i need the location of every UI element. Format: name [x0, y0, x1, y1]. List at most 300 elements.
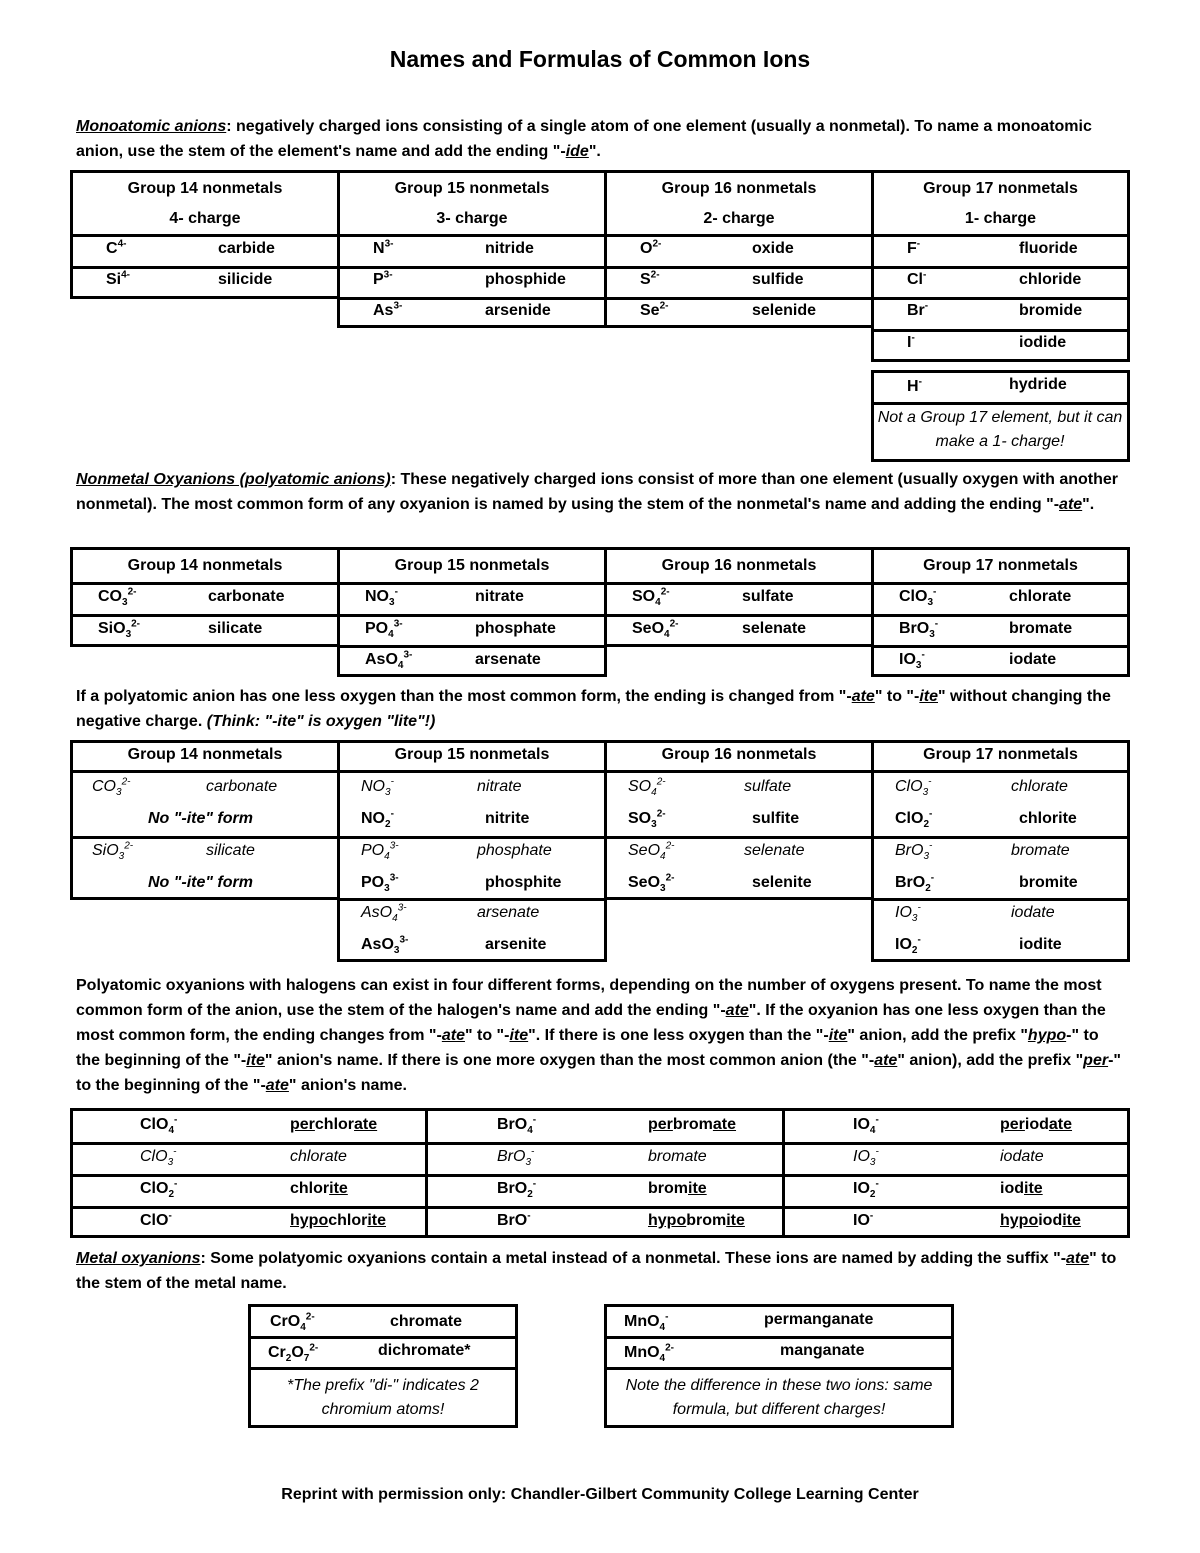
formula-symbol: SiO — [98, 620, 126, 637]
formula-symbol: IO — [853, 1180, 870, 1197]
ion-name-ate: selenate — [744, 842, 805, 859]
element-symbol: C — [106, 240, 118, 257]
name-suffix: ite — [367, 1212, 387, 1229]
formula-subscript: 3 — [167, 1157, 174, 1169]
formula-subscript: 3 — [869, 1157, 876, 1169]
ion-name: bromate — [1009, 620, 1073, 637]
metal-intro — [76, 1246, 1126, 1296]
row-divider — [337, 297, 607, 300]
row-divider — [871, 329, 1130, 332]
ion-formula-ite — [361, 872, 399, 895]
ion-name-ate: chlorate — [1011, 778, 1068, 795]
ion-formula — [907, 334, 915, 352]
formula-symbol: ClO — [895, 778, 923, 795]
ion-formula-ate — [895, 840, 933, 863]
formula-charge: - — [875, 1178, 879, 1190]
ion-formula-ate — [361, 776, 394, 799]
formula-symbol: IO — [895, 904, 912, 921]
group-header: Group 16 nonmetals — [661, 180, 817, 197]
halogen-ate-4: ate — [265, 1077, 289, 1094]
ion-name: permanganate — [764, 1311, 874, 1328]
element-charge: - — [923, 269, 927, 281]
formula-charge: 3- — [403, 649, 413, 661]
halogen-ite-2: ite — [828, 1027, 848, 1044]
halogen-ate-2: ate — [441, 1027, 465, 1044]
formula-symbol: BrO — [895, 874, 926, 891]
ion-name-ite: bromite — [1019, 874, 1078, 891]
halogen-text-10: " anion's name. — [288, 1077, 407, 1094]
ion-formula — [365, 649, 413, 672]
formula-symbol: BrO — [497, 1212, 528, 1229]
formula-charge: 3- — [389, 840, 399, 852]
formula-subscript: 3 — [923, 851, 930, 863]
halogen-intro — [76, 973, 1126, 1098]
row-divider — [871, 770, 1130, 773]
formula-charge: 2- — [665, 840, 675, 852]
row-divider — [871, 402, 1130, 405]
formula-subscript: 4 — [384, 851, 390, 863]
ion-name: arsenide — [485, 302, 551, 319]
ite-intro — [76, 684, 1126, 734]
formula-subscript: 4 — [651, 787, 657, 799]
name-stem: chlor — [290, 1180, 330, 1197]
group-header: Group 16 nonmetals — [661, 746, 817, 763]
hydride-note: Not a Group 17 element, but it can make a 1- charge! — [877, 409, 1123, 450]
group-header: Group 15 nonmetals — [394, 557, 550, 574]
formula-subscript: 2 — [925, 883, 931, 895]
formula-symbol: NO — [361, 778, 385, 795]
ion-name: bromide — [1019, 302, 1083, 319]
name-prefix: per — [290, 1116, 315, 1133]
ion-name — [1000, 1148, 1044, 1166]
formula-symbol: CO — [98, 588, 122, 605]
formula-subscript: 2 — [923, 819, 930, 831]
ion-name — [290, 1212, 386, 1230]
ion-formula-ite — [895, 808, 933, 831]
ite-text-1: If a polyatomic anion has one less oxygen than the most common form, the ending is changed from "- — [76, 688, 852, 705]
ion-name — [648, 1148, 707, 1166]
halogen-text-5: " anion, add the prefix " — [847, 1027, 1028, 1044]
element-charge: 4- — [121, 269, 131, 281]
name-stem: iod — [1024, 1116, 1049, 1133]
ion-formula — [270, 1311, 315, 1334]
element-charge: 4- — [117, 238, 127, 250]
no-ite-form: No "-ite" form — [148, 810, 253, 827]
formula-subscript: 3 — [384, 883, 390, 895]
halogen-ate-1: ate — [725, 1002, 749, 1019]
oxyanion-text-end: ". — [1082, 496, 1095, 513]
ion-formula — [899, 586, 937, 609]
formula-subscript: 3 — [385, 787, 391, 799]
ion-name: iodide — [1019, 334, 1067, 351]
formula-symbol: ClO — [140, 1180, 169, 1197]
formula-subscript: 3 — [122, 597, 128, 609]
halogen-table-box — [70, 1108, 1130, 1238]
formula-charge: 3- — [397, 902, 407, 914]
ion-name — [1000, 1116, 1072, 1134]
metal-label: Metal oxyanions — [76, 1250, 201, 1267]
ion-formula — [497, 1178, 537, 1201]
row-divider — [248, 1336, 518, 1339]
group-header: Group 17 nonmetals — [923, 746, 1078, 763]
formula-subscript: 2 — [911, 945, 918, 957]
formula-symbol: BrO — [497, 1148, 526, 1165]
formula-subscript: 7 — [303, 1353, 310, 1365]
ion-formula — [632, 586, 670, 609]
row-divider — [871, 266, 1130, 269]
element-symbol: F — [907, 240, 917, 257]
row-divider — [871, 582, 1130, 585]
formula-symbol: BrO — [895, 842, 924, 859]
ite-ite: ite — [919, 688, 938, 705]
name-prefix: per — [1000, 1116, 1025, 1133]
ion-formula — [365, 618, 403, 641]
formula-charge: - — [875, 1146, 879, 1158]
formula-charge: 2- — [305, 1311, 315, 1323]
ion-formula — [907, 240, 920, 258]
element-symbol: I — [907, 334, 912, 351]
name-stem: brom — [672, 1116, 713, 1133]
metal-text-end: " to the stem of the metal name. — [76, 1250, 1117, 1292]
element-symbol: O — [640, 240, 653, 257]
group-header: Group 16 nonmetals — [661, 557, 817, 574]
row-divider — [337, 836, 607, 839]
formula-symbol: BrO — [497, 1180, 528, 1197]
formula-symbol: SeO — [628, 842, 661, 859]
formula-subscript: 3 — [525, 1157, 532, 1169]
formula-symbol: SO — [628, 810, 652, 827]
ion-name: nitride — [485, 240, 534, 257]
ion-name: selenate — [742, 620, 807, 637]
formula-charge: 2- — [669, 618, 679, 630]
row-divider — [604, 582, 874, 585]
formula-subscript: 2 — [285, 1353, 292, 1365]
ion-name: silicate — [208, 620, 263, 637]
formula-symbol: ClO — [140, 1148, 168, 1165]
ion-formula — [140, 1212, 172, 1230]
ion-formula — [632, 618, 679, 641]
ite-text-3: " without changing the negative charge. — [76, 688, 1111, 730]
monoatomic-text: : negatively charged ions consisting of a single atom of one element (usually a nonmetal). To name a monoatomic anion, use the stem of the element's name and add the ending "- — [76, 118, 1092, 160]
name-stem: iod — [1000, 1180, 1024, 1197]
formula-charge: 2- — [127, 586, 137, 598]
ion-formula-ite — [895, 934, 921, 957]
row-divider — [871, 614, 1130, 617]
row-divider — [70, 266, 340, 269]
ion-formula — [373, 302, 402, 320]
row-divider — [70, 1174, 1130, 1177]
formula-charge: 2- — [131, 618, 141, 630]
element-symbol: Br — [907, 302, 925, 319]
group-header: Group 17 nonmetals — [923, 557, 1078, 574]
group-charge: 1- charge — [964, 210, 1037, 227]
ion-name — [290, 1148, 347, 1166]
formula-symbol: SO — [628, 778, 652, 795]
group-header: Group 15 nonmetals — [394, 746, 550, 763]
ion-name: selenide — [752, 302, 817, 319]
ion-formula — [624, 1311, 669, 1334]
ion-formula — [853, 1146, 879, 1169]
formula-symbol: BrO — [899, 620, 930, 637]
ion-name — [1000, 1180, 1043, 1198]
ion-name — [1000, 1212, 1081, 1230]
formula-charge: - — [917, 902, 921, 914]
oxyanion-text: : These negatively charged ions consist of more than one element (usually oxygen with another nonmetal). The most common form of any oxyanion is named by using the stem of the nonmetal's name and adding the ending "- — [76, 471, 1118, 513]
formula-charge: - — [532, 1114, 537, 1126]
element-symbol: P — [373, 271, 384, 288]
formula-symbol: Cr — [268, 1344, 286, 1361]
halogen-text-4: ". If there is one less oxygen than the "- — [528, 1027, 829, 1044]
element-symbol: As — [373, 302, 394, 319]
metal-ending: ate — [1066, 1250, 1090, 1267]
formula-charge: - — [930, 872, 935, 884]
name-suffix: ate — [1048, 1116, 1073, 1133]
ion-name-ite: arsenite — [485, 936, 547, 953]
row-divider — [604, 770, 874, 773]
ion-name-ite: nitrite — [485, 810, 530, 827]
formula-symbol: SeO — [628, 874, 661, 891]
ion-formula — [624, 1342, 675, 1365]
formula-symbol: MnO — [624, 1313, 660, 1330]
name-suffix: ate — [324, 1148, 347, 1165]
row-divider — [70, 234, 340, 237]
formula-charge: - — [917, 934, 921, 946]
halogen-text-1: Polyatomic oxyanions with halogens can exist in four different forms, depending on the number of oxygens present. To name the most common form of the anion, use the stem of the halogen's name and add the ending "- — [76, 977, 1102, 1019]
element-charge: 2- — [659, 300, 669, 312]
monoatomic-text-end: ". — [588, 143, 601, 160]
formula-symbol: NO — [361, 810, 385, 827]
formula-subscript: 2 — [168, 1189, 175, 1201]
formula-symbol: AsO — [361, 936, 394, 953]
element-symbol: Si — [106, 271, 122, 288]
row-divider — [70, 582, 340, 585]
formula-charge: - — [390, 776, 394, 788]
column-divider — [425, 1108, 428, 1238]
formula-symbol: PO — [365, 620, 389, 637]
group-charge: 4- charge — [169, 210, 241, 227]
formula-charge: - — [921, 649, 925, 661]
formula-subscript: 3 — [116, 787, 122, 799]
formula-symbol: MnO — [624, 1344, 660, 1361]
row-divider — [70, 614, 340, 617]
element-charge: - — [911, 332, 915, 344]
row-divider — [871, 836, 1130, 839]
name-stem: iod — [1038, 1212, 1063, 1229]
ion-formula-ate — [628, 776, 666, 799]
row-divider — [604, 234, 874, 237]
formula-symbol: ClO — [899, 588, 928, 605]
name-stem: brom — [648, 1148, 685, 1165]
row-divider — [604, 1367, 954, 1370]
formula-charge: 2- — [665, 1342, 675, 1354]
formula-charge: 2- — [656, 808, 666, 820]
ion-name: fluoride — [1019, 240, 1078, 257]
monoatomic-label: Monoatomic anions — [76, 118, 227, 135]
ion-name: oxide — [752, 240, 794, 257]
name-stem: chlor — [290, 1148, 325, 1165]
ion-name-ite: selenite — [752, 874, 812, 891]
ion-name: iodate — [1009, 651, 1057, 668]
ion-formula-ite — [628, 808, 666, 831]
row-divider — [871, 645, 1130, 648]
ion-name: chlorate — [1009, 588, 1072, 605]
formula-symbol: BrO — [497, 1116, 528, 1133]
formula-subscript: 3 — [911, 913, 918, 925]
ion-formula-ate — [361, 902, 407, 925]
ion-formula — [373, 240, 393, 258]
ion-name: carbonate — [206, 778, 278, 795]
ion-name — [648, 1116, 736, 1134]
formula-charge: - — [875, 1114, 879, 1126]
row-divider — [604, 614, 874, 617]
name-suffix: ate — [712, 1116, 737, 1133]
name-suffix: ite — [1062, 1212, 1081, 1229]
ion-formula-ite — [628, 872, 675, 895]
formula-charge: 2- — [656, 776, 666, 788]
formula-symbol: ClO — [895, 810, 924, 827]
ion-name: hydride — [1009, 376, 1067, 393]
formula-symbol: AsO — [365, 651, 398, 668]
row-divider — [871, 297, 1130, 300]
halogen-text-8: " anion), add the prefix " — [897, 1052, 1084, 1069]
halogen-hypo: hypo — [1027, 1027, 1067, 1044]
ion-name: sulfide — [752, 271, 804, 288]
formula-symbol: SeO — [632, 620, 665, 637]
column-divider — [782, 1108, 785, 1238]
ion-formula — [640, 271, 660, 289]
ion-name-ate: bromate — [1011, 842, 1070, 859]
ion-formula — [365, 586, 398, 609]
halogen-text-6: -" to the beginning of the "- — [76, 1027, 1099, 1069]
name-prefix: hypo — [290, 1212, 329, 1229]
formula-subscript: 4 — [659, 1322, 666, 1334]
row-divider — [604, 266, 874, 269]
row-divider — [248, 1367, 518, 1370]
ion-formula — [373, 271, 393, 289]
formula-symbol: AsO — [361, 904, 393, 921]
ion-name: arsenate — [475, 651, 541, 668]
formula-symbol: CO — [92, 778, 116, 795]
ion-name — [648, 1212, 745, 1230]
formula-symbol: IO — [853, 1212, 870, 1229]
ite-ate: ate — [851, 688, 875, 705]
formula-charge: - — [174, 1178, 178, 1190]
ion-formula — [140, 1114, 178, 1137]
row-divider — [70, 1142, 1130, 1145]
ion-formula — [106, 240, 126, 258]
name-stem: brom — [648, 1180, 688, 1197]
group-header: Group 14 nonmetals — [127, 180, 283, 197]
row-divider — [604, 1336, 954, 1339]
monoatomic-intro — [76, 114, 1126, 164]
element-charge: 3- — [383, 269, 393, 281]
name-suffix: ite — [726, 1212, 745, 1229]
ion-name-ate: arsenate — [477, 904, 540, 921]
halogen-per: per — [1083, 1052, 1109, 1069]
name-stem: iod — [1000, 1148, 1022, 1165]
element-symbol: Cl — [907, 271, 923, 288]
formula-charge: 2- — [121, 776, 131, 788]
ion-formula — [268, 1342, 319, 1365]
formula-symbol: IO — [895, 936, 912, 953]
ion-formula-ite — [361, 934, 409, 957]
ion-name: dichromate* — [378, 1342, 471, 1359]
row-divider — [337, 266, 607, 269]
no-ite-form: No "-ite" form — [148, 874, 253, 891]
element-charge: - — [924, 300, 929, 312]
ion-formula — [92, 776, 131, 799]
formula-subscript: 2 — [869, 1189, 876, 1201]
ion-formula-ate — [895, 776, 932, 799]
ion-formula — [497, 1114, 537, 1137]
ion-formula — [899, 649, 925, 672]
ion-name: phosphate — [475, 620, 556, 637]
formula-subscript: 3 — [660, 883, 666, 895]
group-header: Group 15 nonmetals — [394, 180, 550, 197]
formula-symbol: ClO — [140, 1212, 169, 1229]
formula-subscript: 4 — [527, 1125, 533, 1137]
row-divider — [604, 297, 874, 300]
ite-think: (Think: "-ite" is oxygen "lite"!) — [206, 713, 436, 730]
element-charge: - — [918, 376, 922, 388]
chromate-note: *The prefix "di-" indicates 2 chromium atoms! — [287, 1377, 479, 1418]
formula-subscript: 4 — [388, 629, 394, 641]
row-divider — [871, 898, 1130, 901]
halogen-ite-1: ite — [509, 1027, 529, 1044]
ion-formula — [899, 618, 939, 641]
ion-formula — [853, 1178, 879, 1201]
row-divider — [337, 582, 607, 585]
formula-charge: 2- — [309, 1342, 319, 1354]
formula-subscript: 4 — [397, 660, 404, 672]
formula-subscript: 3 — [929, 629, 935, 641]
formula-subscript: 4 — [660, 851, 666, 863]
formula-symbol: NO — [365, 588, 389, 605]
ion-name: silicate — [206, 842, 255, 859]
ion-name: chromate — [390, 1313, 463, 1330]
element-charge: 2- — [650, 269, 660, 281]
formula-symbol: IO — [853, 1116, 870, 1133]
ion-name-ite: phosphite — [485, 874, 562, 891]
row-divider — [70, 1206, 1130, 1209]
formula-subscript: 4 — [869, 1125, 876, 1137]
ion-formula — [907, 271, 926, 289]
row-divider — [337, 645, 607, 648]
ion-formula-ate — [628, 840, 675, 863]
name-stem: brom — [686, 1212, 727, 1229]
element-symbol: S — [640, 271, 651, 288]
oxyanion-intro — [76, 467, 1126, 517]
formula-charge: - — [934, 618, 939, 630]
ion-name-ite: sulfite — [752, 810, 800, 827]
group-charge: 3- charge — [436, 210, 508, 227]
formula-charge: - — [928, 776, 932, 788]
halogen-text-3: " to "- — [464, 1027, 510, 1044]
formula-subscript: 4 — [168, 1125, 175, 1137]
ending-ide: ide — [565, 143, 589, 160]
group-header: Group 14 nonmetals — [127, 557, 283, 574]
formula-symbol: PO — [361, 874, 385, 891]
name-stem: chlor — [314, 1116, 355, 1133]
formula-symbol: O — [291, 1344, 304, 1361]
ion-name-ite: chlorite — [1019, 810, 1077, 827]
formula-charge: - — [394, 586, 398, 598]
ion-name-ate: sulfate — [744, 778, 792, 795]
manganate-note: Note the difference in these two ions: same formula, but different charges! — [625, 1377, 933, 1418]
formula-subscript: 3 — [651, 819, 657, 831]
ion-name: phosphide — [485, 271, 566, 288]
formula-symbol: SiO — [92, 842, 119, 859]
